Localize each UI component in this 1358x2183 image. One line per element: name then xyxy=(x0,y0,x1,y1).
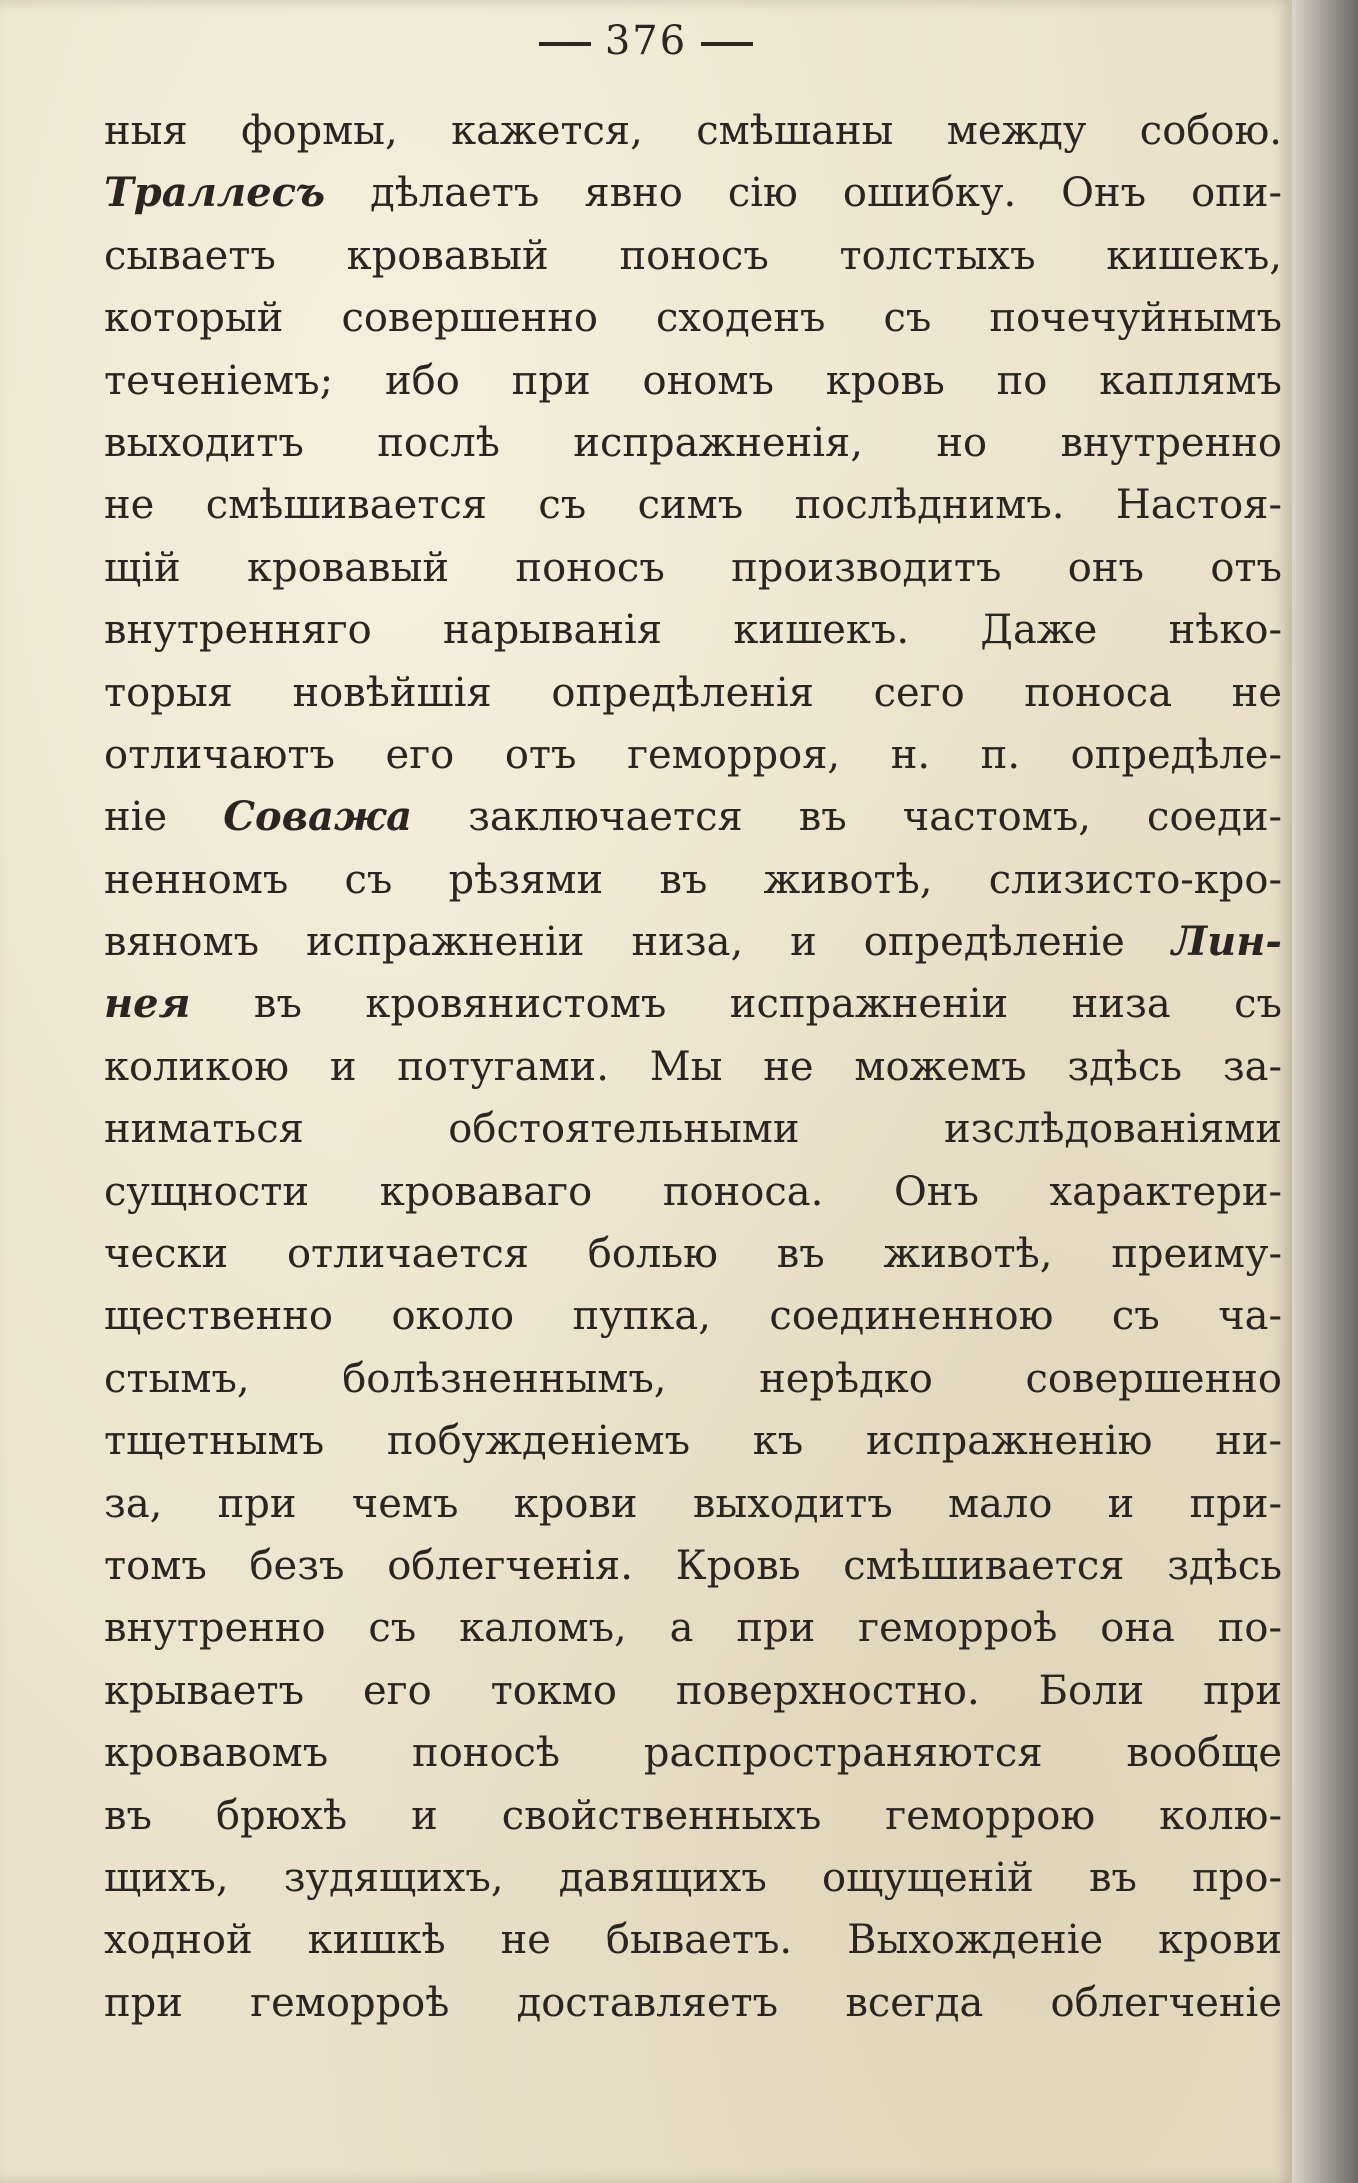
line-text: тщетнымъ побужденіемъ къ испражненію ни- xyxy=(104,1418,1282,1465)
text-line xyxy=(104,911,1282,973)
text-line xyxy=(104,1098,1282,1160)
header-dash-right xyxy=(701,42,753,46)
line-text: торыя новѣйшія опредѣленія сего поноса не xyxy=(104,669,1282,716)
text-line xyxy=(104,1348,1282,1410)
header-dash-left xyxy=(539,42,591,46)
text-line xyxy=(104,973,1282,1035)
line-text: заключается въ частомъ, соеди- xyxy=(412,794,1282,841)
line-text: въ кровянистомъ испражненіи низа съ xyxy=(190,981,1282,1028)
text-line xyxy=(104,1285,1282,1347)
text-line xyxy=(104,1161,1282,1223)
text-line xyxy=(104,1660,1282,1722)
line-text: ходной кишкѣ не бываетъ. Выхожденіе крови xyxy=(104,1917,1282,1964)
line-text: сываетъ кровавый поносъ толстыхъ кишекъ, xyxy=(104,232,1282,279)
text-line xyxy=(104,1410,1282,1472)
line-text: при геморроѣ доставляетъ всегда облегченіе xyxy=(104,1979,1282,2026)
page-header xyxy=(0,18,1292,64)
text-line xyxy=(104,724,1282,786)
line-text: томъ безъ облегченія. Кровь смѣшивается здѣсь xyxy=(104,1542,1282,1589)
line-text: внутренняго нарыванія кишекъ. Даже нѣко- xyxy=(104,607,1282,654)
text-line xyxy=(104,537,1282,599)
line-text: ніе xyxy=(104,794,224,841)
line-text: щій кровавый поносъ производитъ онъ отъ xyxy=(104,544,1282,591)
text-line xyxy=(104,412,1282,474)
line-text: отличаютъ его отъ геморроя, н. п. опредѣле- xyxy=(104,731,1282,778)
text-line xyxy=(104,162,1282,224)
line-text: крываетъ его токмо поверхностно. Боли при xyxy=(104,1667,1282,1714)
line-text: кровавомъ поносѣ распространяются вообще xyxy=(104,1730,1282,1777)
italic-name: Траллесъ xyxy=(104,169,326,217)
line-text: выходитъ послѣ испражненія, но внутренно xyxy=(104,419,1282,466)
line-text: дѣлаетъ явно сію ошибку. Онъ опи- xyxy=(325,170,1282,217)
text-line xyxy=(104,287,1282,349)
line-text: не смѣшивается съ симъ послѣднимъ. Настоя- xyxy=(104,482,1282,529)
text-line xyxy=(104,662,1282,724)
line-text: вяномъ испражненіи низа, и опредѣленіе xyxy=(104,919,1172,966)
text-line xyxy=(104,100,1282,162)
text-line xyxy=(104,350,1282,412)
text-line xyxy=(104,1036,1282,1098)
text-line xyxy=(104,1785,1282,1847)
italic-name: нея xyxy=(104,980,191,1028)
line-text: который совершенно сходенъ съ почечуйнымъ xyxy=(104,295,1282,342)
line-text: ниматься обстоятельными изслѣдованіями xyxy=(104,1106,1282,1153)
line-text: щественно около пупка, соединенною съ ча- xyxy=(104,1293,1282,1340)
line-text: ненномъ съ рѣзями въ животѣ, слизисто-кро- xyxy=(104,856,1282,903)
body-text xyxy=(104,100,1282,2034)
text-line xyxy=(104,1847,1282,1909)
line-text: чески отличается болью въ животѣ, преиму- xyxy=(104,1231,1282,1278)
text-line xyxy=(104,786,1282,848)
text-line xyxy=(104,849,1282,911)
text-line xyxy=(104,1972,1282,2034)
text-line xyxy=(104,599,1282,661)
line-text: ныя формы, кажется, смѣшаны между собою. xyxy=(104,108,1282,154)
line-text: щихъ, зудящихъ, давящихъ ощущеній въ про- xyxy=(104,1854,1282,1901)
page-number: 376 xyxy=(604,18,688,64)
text-line xyxy=(104,1223,1282,1285)
line-text: внутренно съ каломъ, а при геморроѣ она по- xyxy=(104,1605,1282,1652)
text-line xyxy=(104,1722,1282,1784)
text-line xyxy=(104,225,1282,287)
line-text: стымъ, болѣзненнымъ, нерѣдко совершенно xyxy=(104,1355,1282,1402)
text-line xyxy=(104,1909,1282,1971)
line-text: сущности кроваваго поноса. Онъ характери- xyxy=(104,1168,1282,1215)
text-line xyxy=(104,1473,1282,1535)
text-line xyxy=(104,1535,1282,1597)
text-line xyxy=(104,1597,1282,1659)
italic-name: Лин- xyxy=(1171,918,1282,966)
line-text: въ брюхѣ и свойственныхъ геморрою колю- xyxy=(104,1792,1282,1839)
line-text: коликою и потугами. Мы не можемъ здѣсь за- xyxy=(104,1043,1282,1090)
page-edge xyxy=(1292,0,1358,2183)
line-text: за, при чемъ крови выходитъ мало и при- xyxy=(104,1480,1282,1527)
italic-name: Соважа xyxy=(223,793,413,841)
text-line xyxy=(104,474,1282,536)
line-text: теченіемъ; ибо при ономъ кровь по каплямъ xyxy=(104,357,1282,404)
